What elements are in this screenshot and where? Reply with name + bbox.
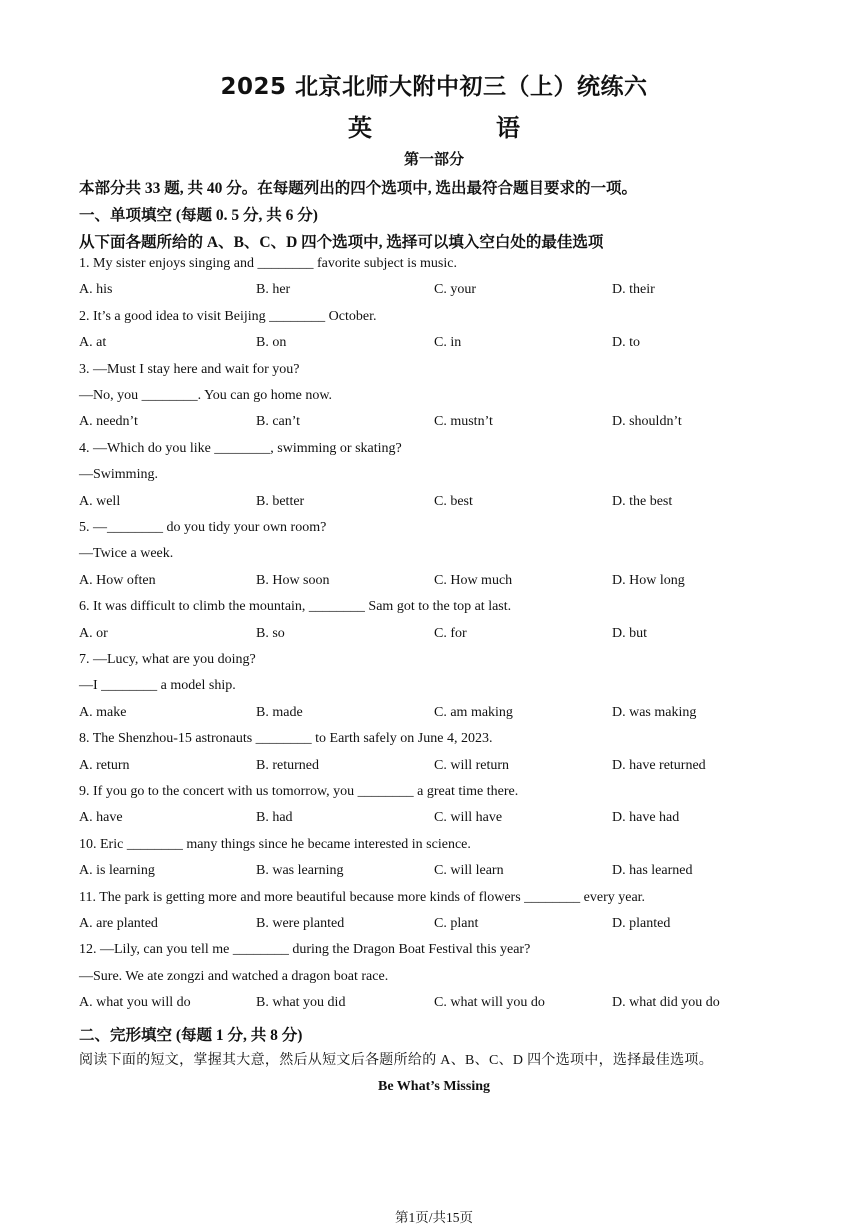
question-8-option-c: C. will return <box>434 757 510 773</box>
question-3-option-b: B. can’t <box>256 414 301 430</box>
question-10-option-c: C. will learn <box>434 863 504 879</box>
page-number: 第1页/共15页 <box>394 1210 473 1225</box>
question-6-option-c: C. for <box>434 625 467 641</box>
question-8-option-d: D. have returned <box>612 757 706 773</box>
question-5-line-1: 5. —________ do you tidy your own room? <box>79 520 327 535</box>
question-5-option-c: C. How much <box>434 572 513 588</box>
question-12-option-c: C. what will you do <box>434 995 545 1011</box>
question-6-line-1: 6. It was difficult to climb the mountain, ________ Sam got to the top at last. <box>79 599 512 615</box>
question-9-option-d: D. have had <box>612 810 680 826</box>
question-4-line-1: 4. —Which do you like ________, swimming or skating? <box>79 440 402 456</box>
question-2-option-b: B. on <box>256 335 287 351</box>
question-11-option-d: D. planted <box>612 916 671 931</box>
question-12-option-d: D. what did you do <box>612 995 720 1011</box>
question-5-option-a: A. How often <box>79 572 156 588</box>
question-2-option-d: D. to <box>612 335 640 351</box>
question-12-line-1: 12. —Lily, can you tell me ________ during the Dragon Boat Festival this year? <box>79 942 531 958</box>
question-4-option-b: B. better <box>256 493 305 509</box>
section2-instruction: 阅读下面的短文，掌握其大意，然后从短文后各题所给的 A、B、C、D 四个选项中，选择最佳选项。 <box>79 1053 713 1068</box>
subject-title: 英 语 <box>348 114 570 142</box>
question-6-option-d: D. but <box>612 625 647 641</box>
question-4-option-c: C. best <box>434 493 473 509</box>
question-12-line-2: —Sure. We ate zongzi and watched a dragon boat race. <box>79 968 389 984</box>
question-9-option-b: B. had <box>256 810 293 826</box>
question-5-option-b: B. How soon <box>256 572 330 588</box>
part-title: 第一部分 <box>403 152 464 168</box>
question-1-option-d: D. their <box>612 282 655 298</box>
part-intro: 本部分共 33 题, 共 40 分。在每题列出的四个选项中, 选出最符合题目要求的一项。 <box>79 180 638 197</box>
question-9-line-1: 9. If you go to the concert with us tomorrow, you ________ a great time there. <box>79 784 519 799</box>
question-7-option-d: D. was making <box>612 704 697 720</box>
question-12-option-b: B. what you did <box>256 995 346 1011</box>
question-2-line-1: 2. It’s a good idea to visit Beijing ________ October. <box>79 308 377 324</box>
question-1-option-a: A. his <box>79 282 113 298</box>
question-8-option-b: B. returned <box>256 757 319 773</box>
question-10-option-a: A. is learning <box>79 863 155 879</box>
question-5-line-2: —Twice a week. <box>79 546 174 562</box>
question-7-option-b: B. made <box>256 704 303 720</box>
question-10-option-d: D. has learned <box>612 863 693 879</box>
question-7-option-c: C. am making <box>434 704 513 720</box>
question-8-line-1: 8. The Shenzhou-15 astronauts ________ to Earth safely on June 4, 2023. <box>79 731 493 747</box>
question-2-option-a: A. at <box>79 335 107 351</box>
question-1-option-b: B. her <box>256 282 291 298</box>
question-2-option-c: C. in <box>434 335 462 351</box>
question-11-option-a: A. are planted <box>79 916 158 931</box>
question-4-line-2: —Swimming. <box>79 467 158 483</box>
question-9-option-c: C. will have <box>434 810 503 826</box>
question-4-option-d: D. the best <box>612 493 673 509</box>
question-3-line-2: —No, you ________. You can go home now. <box>79 388 333 403</box>
question-8-option-a: A. return <box>79 757 130 773</box>
section2-heading: 二、完形填空 (每题 1 分, 共 8 分) <box>79 1027 303 1044</box>
question-5-option-d: D. How long <box>612 572 685 588</box>
question-7-line-2: —I ________ a model ship. <box>79 678 236 694</box>
question-11-line-1: 11. The park is getting more and more beautiful because more kinds of flowers ________ every year. <box>79 889 646 905</box>
question-7-line-1: 7. —Lucy, what are you doing? <box>79 652 256 667</box>
question-12-option-a: A. what you will do <box>79 995 191 1011</box>
question-10-line-1: 10. Eric ________ many things since he became interested in science. <box>79 836 471 852</box>
question-3-option-a: A. needn’t <box>79 414 138 430</box>
question-1-option-c: C. your <box>434 282 476 298</box>
question-9-option-a: A. have <box>79 810 123 826</box>
section1-instruction: 从下面各题所给的 A、B、C、D 四个选项中, 选择可以填入空白处的最佳选项 <box>79 234 604 251</box>
question-1-line-1: 1. My sister enjoys singing and ________ favorite subject is music. <box>79 256 457 271</box>
question-3-option-c: C. mustn’t <box>434 414 493 430</box>
section1-heading: 一、单项填空 (每题 0. 5 分, 共 6 分) <box>79 207 318 224</box>
page-title: 2025 北京北师大附中初三（上）统练六 <box>220 74 648 100</box>
question-3-line-1: 3. —Must I stay here and wait for you? <box>79 361 300 377</box>
question-10-option-b: B. was learning <box>256 863 344 879</box>
question-7-option-a: A. make <box>79 704 127 720</box>
passage-title: Be What’s Missing <box>377 1079 490 1094</box>
question-6-option-b: B. so <box>256 625 285 641</box>
question-11-option-c: C. plant <box>434 916 479 931</box>
question-4-option-a: A. well <box>79 493 121 509</box>
question-11-option-b: B. were planted <box>256 916 345 931</box>
question-6-option-a: A. or <box>79 625 108 641</box>
question-3-option-d: D. shouldn’t <box>612 414 682 430</box>
